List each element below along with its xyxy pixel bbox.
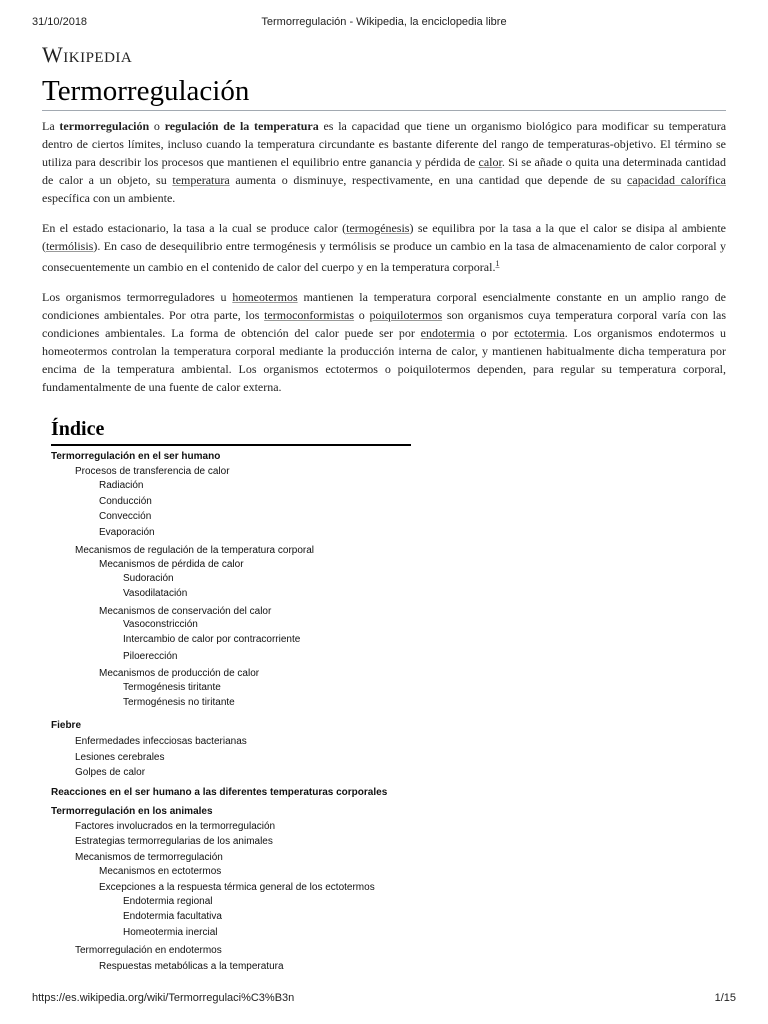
toc-item[interactable]: Sudoración [123, 573, 174, 584]
toc-item[interactable]: Factores involucrados en la termorregulación [75, 821, 276, 832]
toc-item[interactable]: Golpes de calor [75, 767, 146, 778]
article-body [42, 117, 726, 408]
toc-item[interactable]: Endotermia regional [123, 896, 213, 907]
intro-paragraph-2: En el estado estacionario, la tasa a la cual se produce calor (termogénesis) se equilibra por la tasa a la que el calor se disipa al ambiente (termólisis). En caso de desequilibrio entre termogénesis y termólisis se produce un cambio en la tasa de almacenamiento de calor corporal y consecuentemente un cambio en el contenido de calor del cuerpo y en la temperatura corporal.$^1$ [42, 221, 727, 274]
toc-item[interactable]: Termogénesis tiritante [123, 682, 221, 693]
toc-item[interactable]: Conducción [99, 496, 152, 507]
toc-item[interactable]: Radiación [99, 480, 144, 491]
toc-item[interactable]: Piloerección [123, 651, 178, 662]
toc-heading: Índice [51, 415, 411, 446]
toc-item[interactable]: Mecanismos de producción de calor [99, 668, 260, 679]
link-ectotermia[interactable]: ectotermia [514, 326, 565, 340]
link-temperatura[interactable]: temperatura [172, 173, 230, 187]
toc-item[interactable]: Evaporación [99, 527, 155, 538]
toc-item[interactable]: Procesos de transferencia de calor [75, 466, 230, 477]
toc-item[interactable]: Mecanismos de termorregulación [75, 852, 223, 863]
print-url[interactable]: https://es.wikipedia.org/wiki/Termorregulaci%C3%B3n [32, 992, 295, 1004]
toc-item[interactable]: Estrategias termorregularias de los animales [75, 836, 273, 847]
term-bold: termorregulación [59, 119, 150, 133]
toc-item[interactable]: Vasodilatación [123, 588, 188, 599]
link-poiquilotermos[interactable]: poiquilotermos [369, 308, 443, 322]
term-bold: regulación de la temperatura [164, 119, 319, 133]
page-number: 1/15 [714, 992, 736, 1004]
toc-item[interactable]: Reacciones en el ser humano a las diferentes temperaturas corporales [51, 787, 388, 798]
print-footer [0, 992, 768, 1008]
toc-item[interactable]: Termorregulación en el ser humano [51, 451, 221, 462]
toc-item[interactable]: Termogénesis no tiritante [123, 697, 235, 708]
toc-item[interactable]: Lesiones cerebrales [75, 752, 165, 763]
print-date: 31/10/2018 [32, 16, 88, 28]
toc-item[interactable]: Mecanismos de conservación del calor [99, 606, 272, 617]
toc-item[interactable]: Respuestas metabólicas a la temperatura [99, 961, 284, 972]
link-calor[interactable]: calor [478, 155, 502, 169]
link-homeotermos[interactable]: homeotermos [232, 290, 298, 304]
toc-item[interactable]: Homeotermia inercial [123, 927, 218, 938]
print-page-title: Termorregulación - Wikipedia, la enciclopedia libre [261, 16, 507, 28]
toc-item[interactable]: Intercambio de calor por contracorriente [123, 634, 301, 645]
toc-item[interactable]: Mecanismos de regulación de la temperatura corporal [75, 545, 315, 556]
link-termogenesis[interactable]: termogénesis [346, 221, 410, 235]
toc-item[interactable]: Endotermia facultativa [123, 911, 222, 922]
toc-item[interactable]: Termorregulación en los animales [51, 806, 213, 817]
page-title: Termorregulación [42, 73, 726, 111]
intro-paragraph-3: Los organismos termorreguladores u homeotermos mantienen la temperatura corporal esencialmente constante en un amplio rango de condiciones ambientales. Por otra parte, los termoconformistas o poiquilotermos son organismos cuya temperatura corporal varía con las condiciones ambientales. La forma de obtención del calor puede ser por endotermia o por ectotermia. Los organismos endotermos u homeotermos controlan la temperatura corporal mediante la producción interna de calor, y mantienen habitualmente dicha temperatura por encima de la temperatura ambiental. Los organismos ectotermos o poiquilotermos dependen, para regular su temperatura corporal, fundamentalmente de una fuente de calor externa. [42, 290, 727, 394]
intro-paragraph-1: La termorregulación o regulación de la temperatura es la capacidad que tiene un organismo biológico para modificar su temperatura dentro de ciertos límites, incluso cuando la temperatura circundante es bastante diferente del rango de temperaturas-objetivo. El término se utiliza para describir los procesos que mantienen el equilibrio entre ganancia y pérdida de calor. Si se añade o quita una determinada cantidad de calor a un objeto, su temperatura aumenta o disminuye, respectivamente, en una cantidad que depende de su capacidad calorífica específica con un ambiente. [42, 119, 727, 205]
toc-item[interactable]: Fiebre [51, 720, 82, 731]
link-capacidad-calorifica[interactable]: capacidad calorífica [627, 173, 726, 187]
link-termolisis[interactable]: termólisis [46, 239, 94, 253]
link-termoconformistas[interactable]: termoconformistas [264, 308, 355, 322]
toc-item[interactable]: Termorregulación en endotermos [75, 945, 222, 956]
toc-item[interactable]: Vasoconstricción [123, 619, 198, 630]
toc-item[interactable]: Mecanismos de pérdida de calor [99, 559, 244, 570]
toc-item[interactable]: Excepciones a la respuesta térmica general de los ectotermos [99, 882, 375, 893]
toc-item[interactable]: Convección [99, 511, 152, 522]
print-header [0, 16, 768, 32]
toc-item[interactable]: Enfermedades infecciosas bacterianas [75, 736, 247, 747]
toc-item[interactable]: Mecanismos en ectotermos [99, 866, 222, 877]
reference-1[interactable]: 1 [495, 259, 500, 268]
wikipedia-logo[interactable]: Wikipedia [42, 42, 133, 67]
link-endotermia[interactable]: endotermia [420, 326, 475, 340]
